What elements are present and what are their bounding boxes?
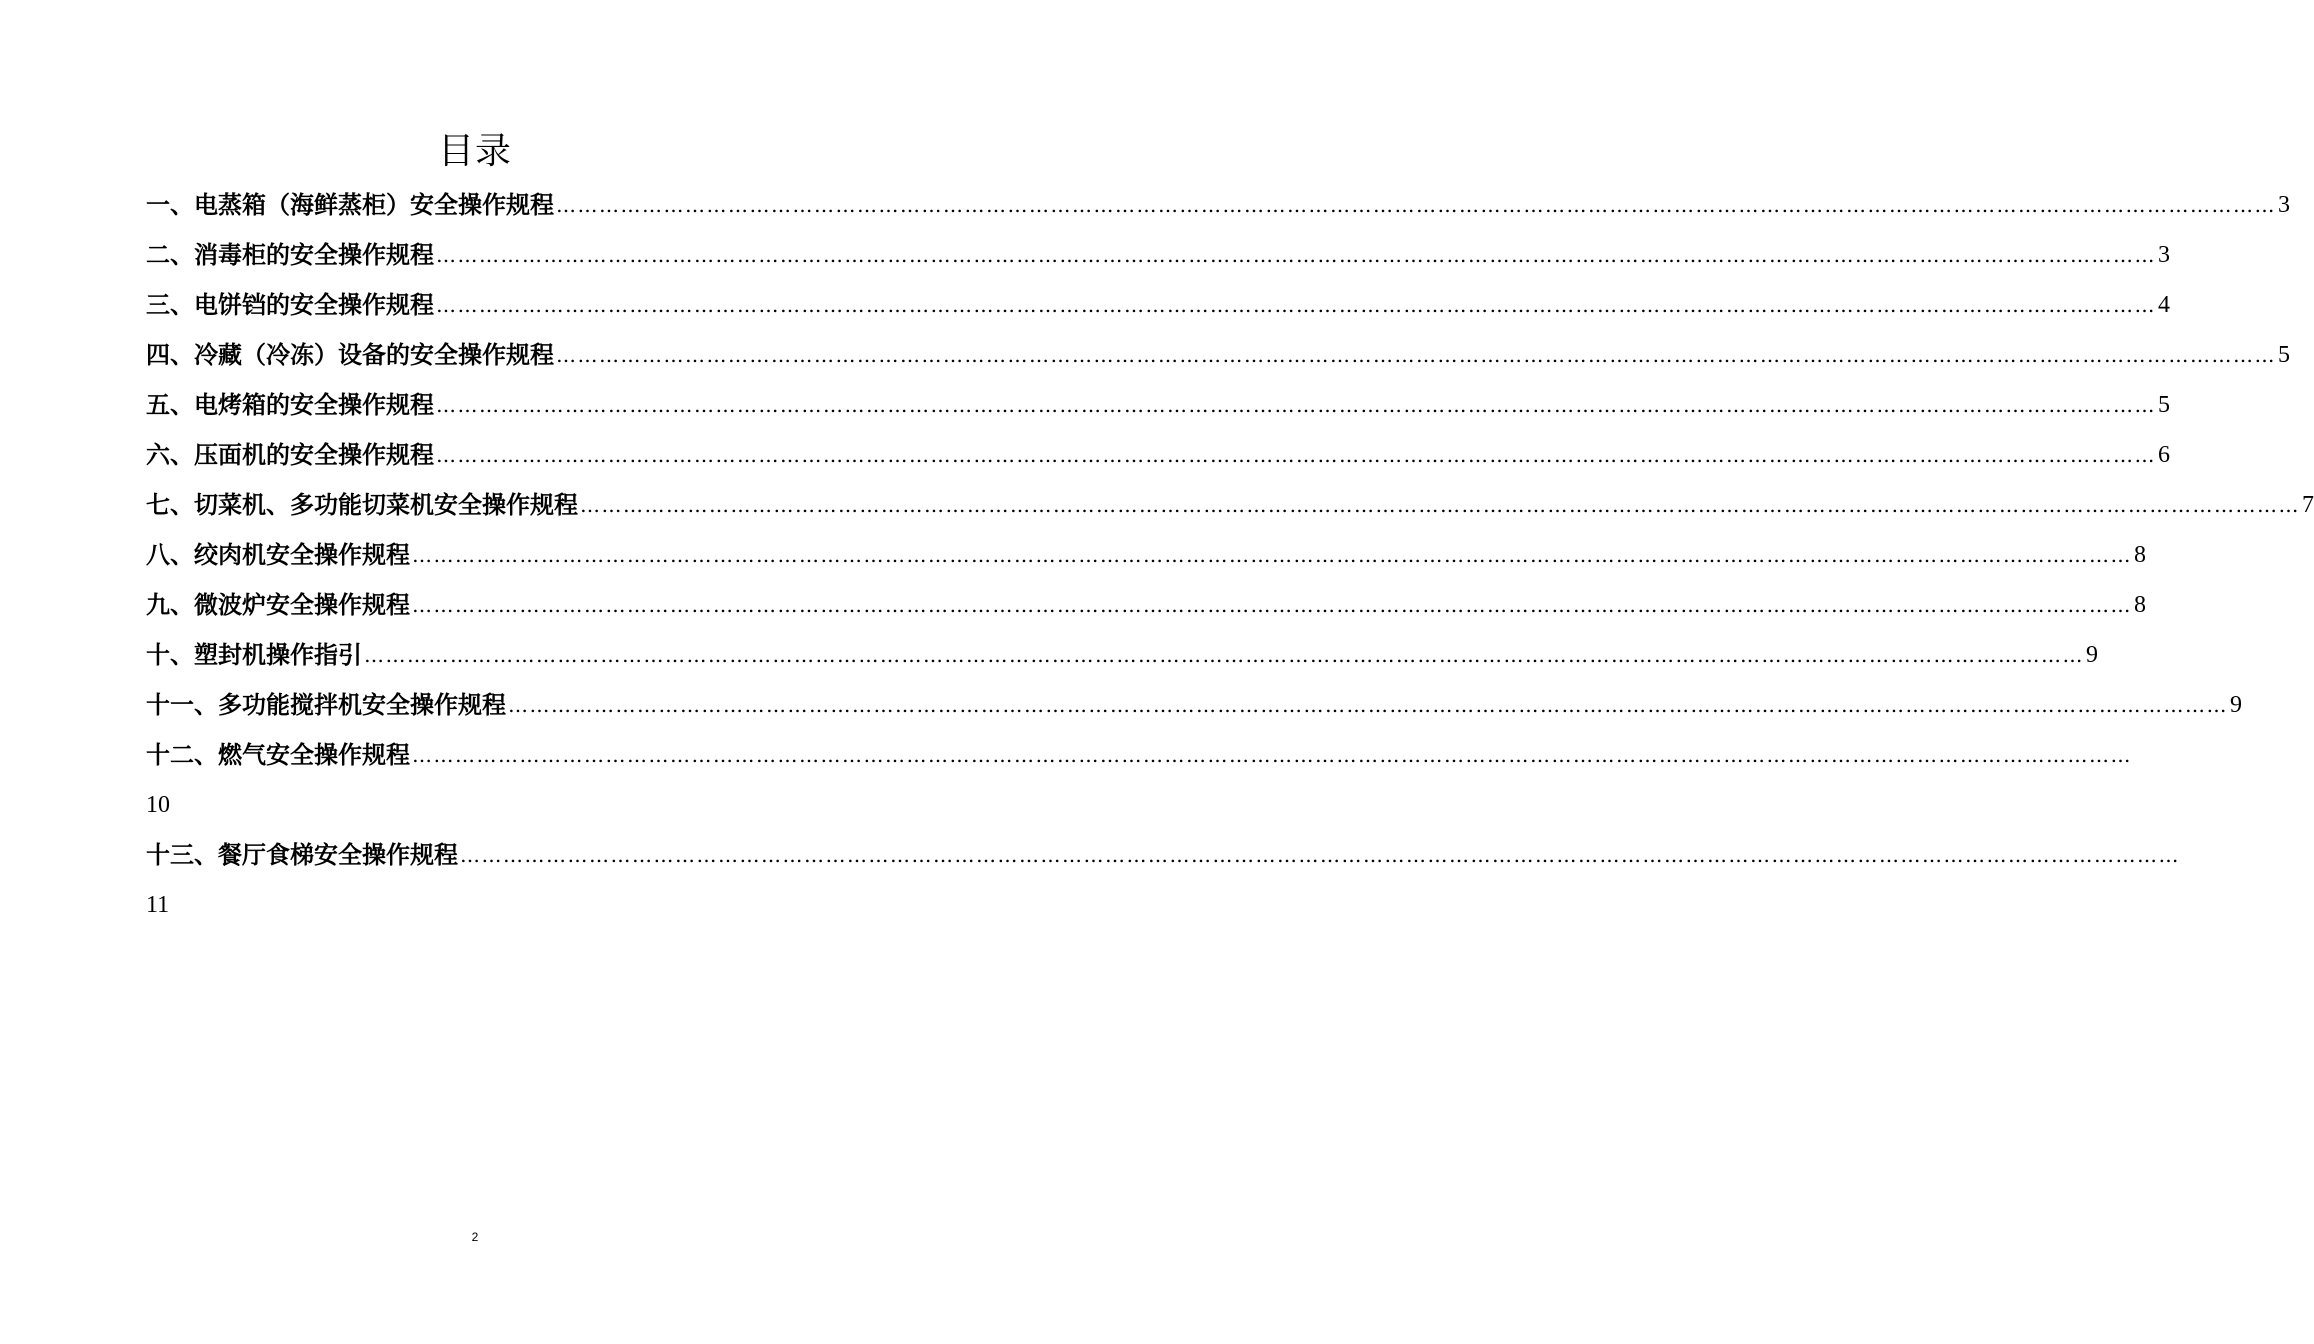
toc-dot-leader: ……………………………………………………………………………………………………………………………………………………………………………………………………………………: [436, 443, 2156, 467]
page-number: 2: [471, 1230, 479, 1244]
toc-title: 目录: [437, 131, 512, 172]
toc-dot-leader: ……………………………………………………………………………………………………………………………………………………………………………………………………………………: [436, 243, 2156, 267]
toc-entry-page: 3: [2158, 242, 2170, 268]
toc-entry-label: 一、电蒸箱（海鲜蒸柜）安全操作规程: [146, 191, 554, 219]
toc-entry-page: 5: [2278, 342, 2290, 368]
toc-entry[interactable]: [146, 228, 2170, 278]
toc-entry-page: 11: [146, 892, 170, 918]
toc-dot-leader: ……………………………………………………………………………………………………………………………………………………………………………………………………………………: [412, 543, 2132, 567]
toc-entry-label: 三、电饼铛的安全操作规程: [146, 291, 434, 319]
toc-dot-leader: ……………………………………………………………………………………………………………………………………………………………………………………………………………………: [436, 293, 2156, 317]
toc-entry-label: 十一、多功能搅拌机安全操作规程: [146, 691, 506, 719]
toc-entry[interactable]: [146, 728, 2132, 778]
toc-entry[interactable]: [146, 628, 2098, 678]
toc-entry[interactable]: [146, 578, 2146, 628]
toc-entry[interactable]: [146, 278, 2170, 328]
toc-entry-label: 八、绞肉机安全操作规程: [146, 541, 410, 569]
toc-entry[interactable]: [146, 478, 2314, 528]
toc-dot-leader: ……………………………………………………………………………………………………………………………………………………………………………………………………………………: [580, 493, 2300, 517]
toc-entry-page: 9: [2230, 692, 2242, 718]
toc-entry[interactable]: [146, 178, 2290, 228]
toc-entry-label: 二、消毒柜的安全操作规程: [146, 241, 434, 269]
toc-entry[interactable]: [146, 428, 2170, 478]
toc-dot-leader: ……………………………………………………………………………………………………………………………………………………………………………………………………………………: [508, 693, 2228, 717]
toc-entry-label: 六、压面机的安全操作规程: [146, 441, 434, 469]
toc-dot-leader: ……………………………………………………………………………………………………………………………………………………………………………………………………………………: [460, 843, 2180, 867]
toc-entry-label: 五、电烤箱的安全操作规程: [146, 391, 434, 419]
toc-dot-leader: ……………………………………………………………………………………………………………………………………………………………………………………………………………………: [556, 343, 2276, 367]
toc-entry-label: 十、塑封机操作指引: [146, 641, 362, 669]
toc-entry-label: 十三、餐厅食梯安全操作规程: [146, 841, 458, 869]
table-of-contents: [146, 178, 2314, 928]
toc-entry-page: 8: [2134, 542, 2146, 568]
toc-entry-page: 5: [2158, 392, 2170, 418]
toc-entry[interactable]: [146, 328, 2290, 378]
toc-dot-leader: ……………………………………………………………………………………………………………………………………………………………………………………………………………………: [436, 393, 2156, 417]
toc-entry-page: 6: [2158, 442, 2170, 468]
toc-entry-label: 七、切菜机、多功能切菜机安全操作规程: [146, 491, 578, 519]
toc-entry-page: 10: [146, 792, 170, 818]
toc-dot-leader: ……………………………………………………………………………………………………………………………………………………………………………………………………………………: [412, 593, 2132, 617]
toc-entry-label: 十二、燃气安全操作规程: [146, 741, 410, 769]
toc-entry[interactable]: [146, 528, 2146, 578]
toc-entry-page: 3: [2278, 192, 2290, 218]
toc-dot-leader: ……………………………………………………………………………………………………………………………………………………………………………………………………………………: [364, 643, 2084, 667]
toc-dot-leader: ……………………………………………………………………………………………………………………………………………………………………………………………………………………: [556, 193, 2276, 217]
toc-entry-page: 4: [2158, 292, 2170, 318]
toc-entry[interactable]: [146, 828, 2180, 878]
toc-entry-page: 9: [2086, 642, 2098, 668]
toc-entry-page: 8: [2134, 592, 2146, 618]
toc-entry-page: 7: [2302, 492, 2314, 518]
toc-dot-leader: ……………………………………………………………………………………………………………………………………………………………………………………………………………………: [412, 743, 2132, 767]
toc-entry-label: 四、冷藏（冷冻）设备的安全操作规程: [146, 341, 554, 369]
toc-entry[interactable]: [146, 678, 2242, 728]
toc-entry-label: 九、微波炉安全操作规程: [146, 591, 410, 619]
toc-entry[interactable]: [146, 378, 2170, 428]
